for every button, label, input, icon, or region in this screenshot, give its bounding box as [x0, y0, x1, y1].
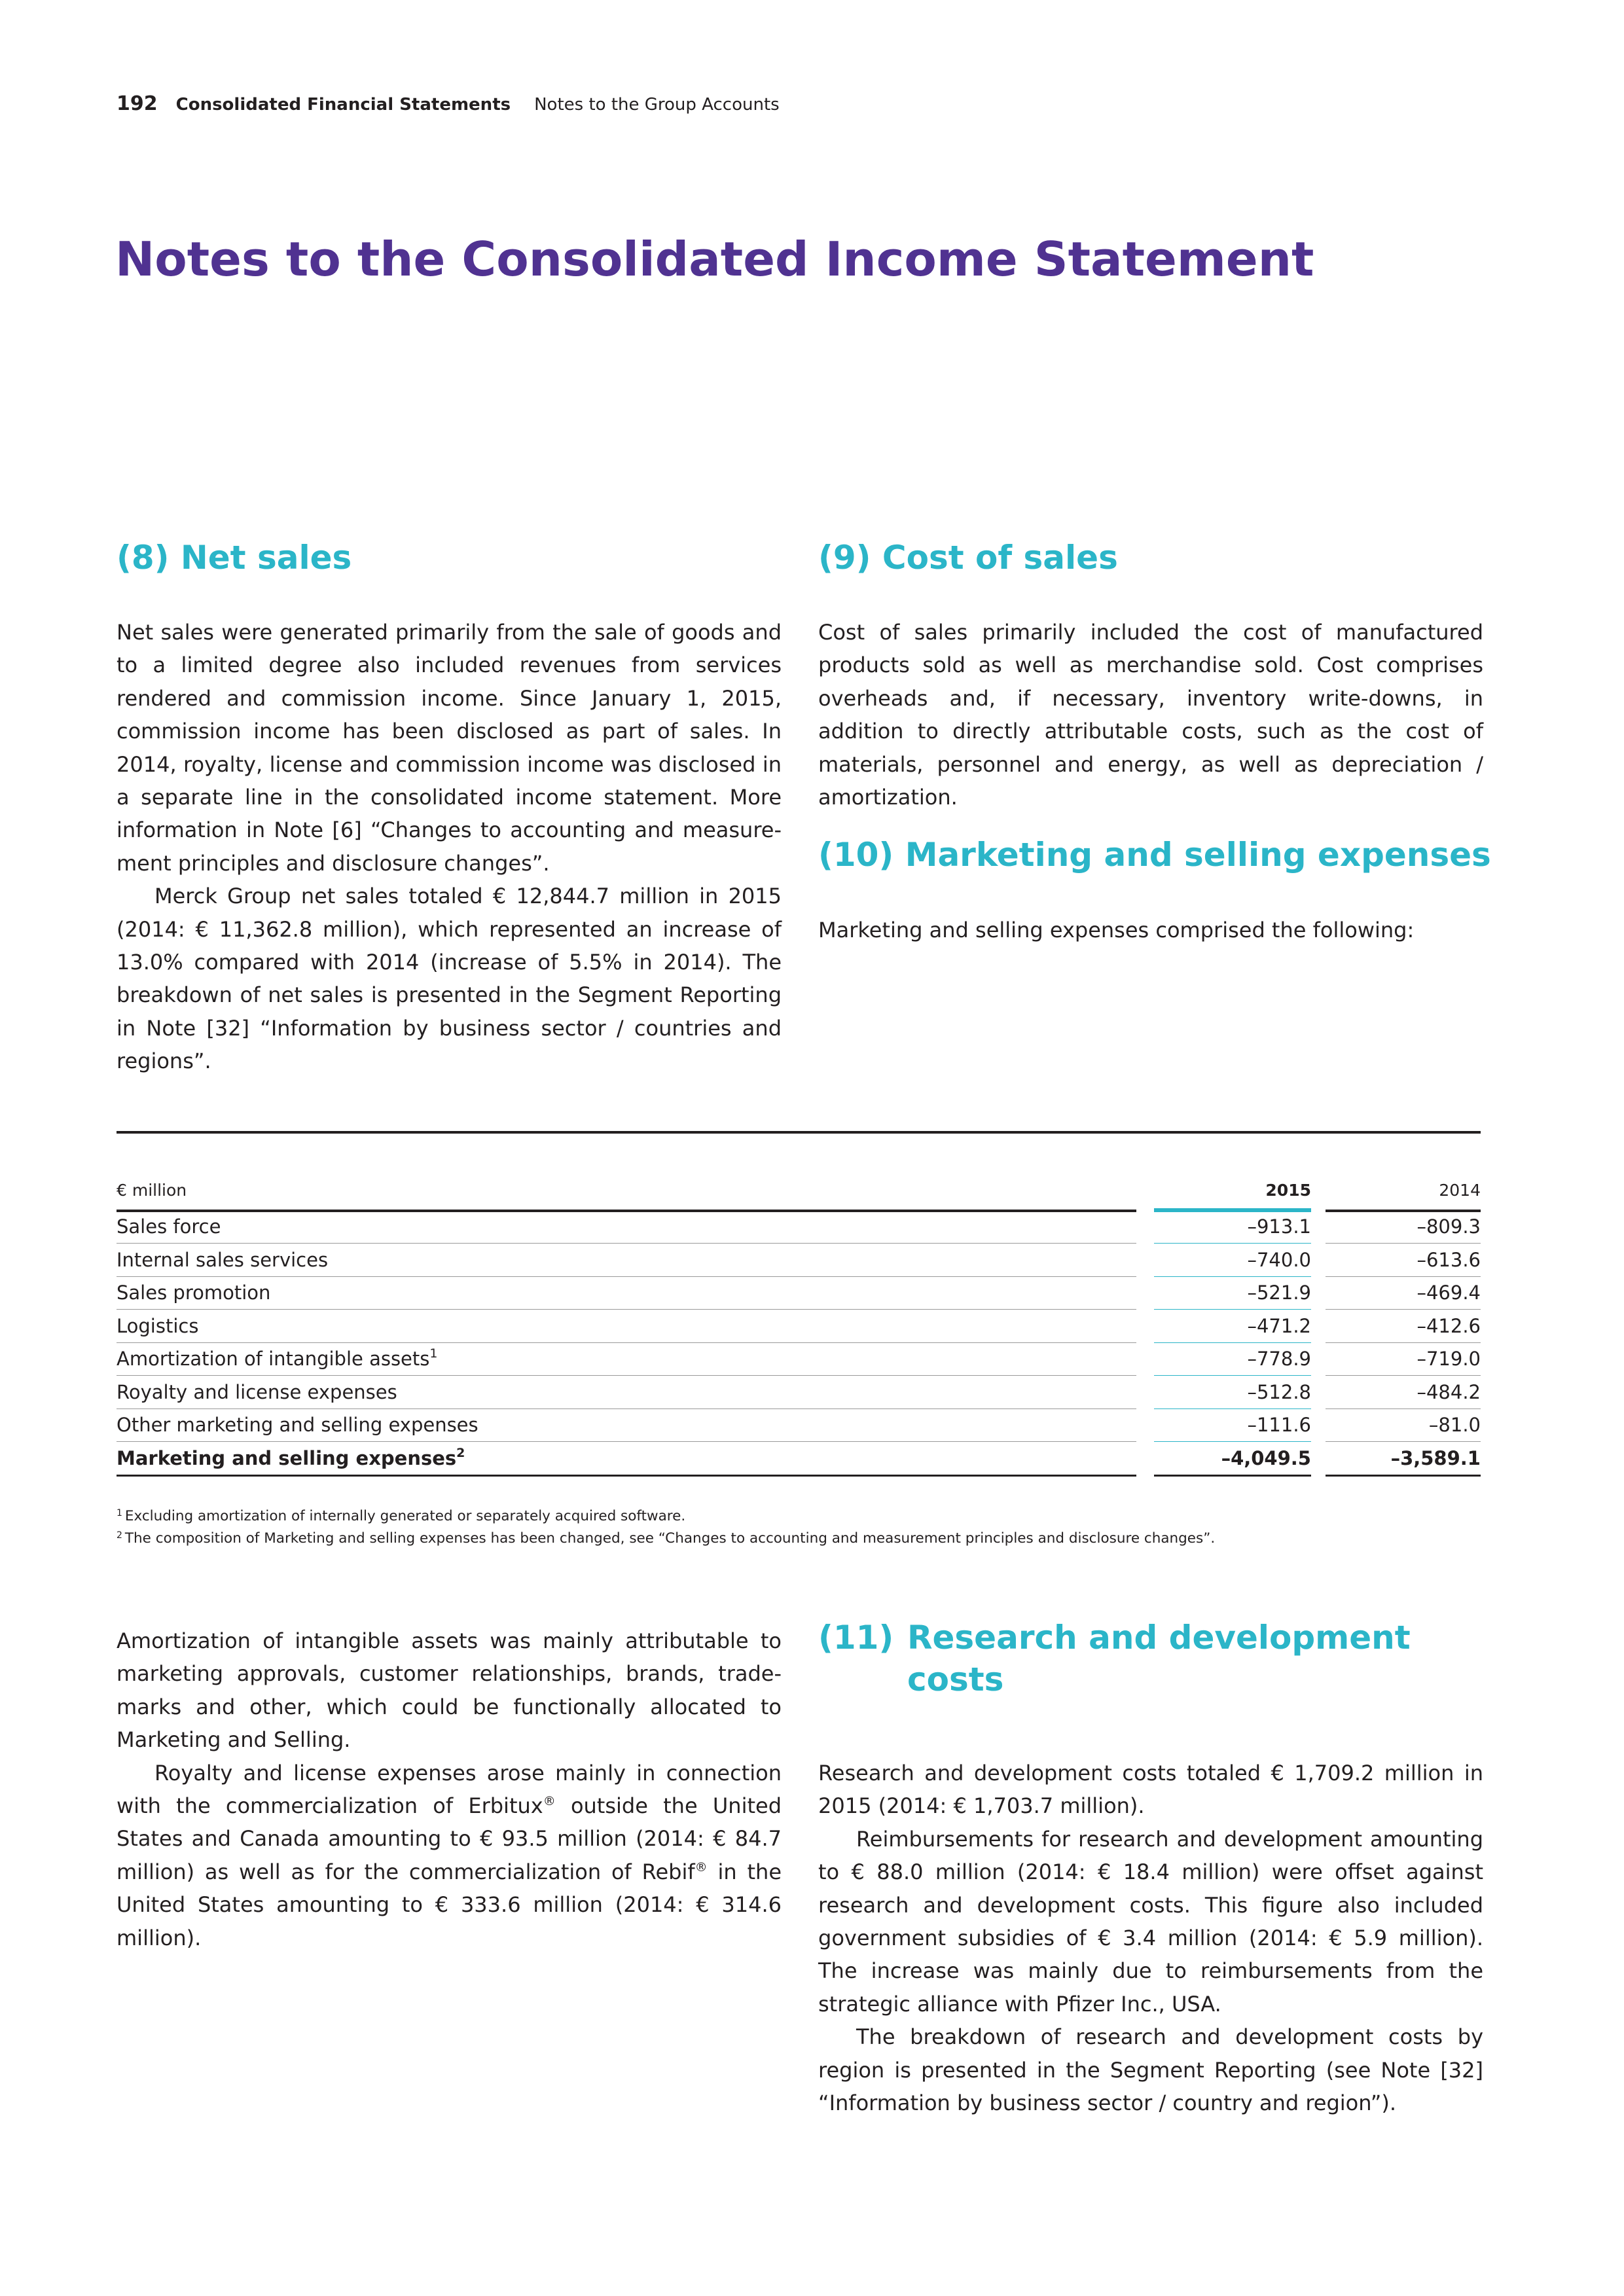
table-row — [117, 1310, 1481, 1344]
rnd-text — [818, 1757, 1483, 2119]
footnote-mark: 2 — [117, 1530, 122, 1541]
table-header-2014: 2014 — [1326, 1178, 1481, 1212]
rnd-heading — [818, 1617, 1411, 1700]
row-value-2014: –719.0 — [1326, 1343, 1481, 1376]
marketing-expenses-table — [117, 1178, 1481, 1475]
table-row — [117, 1244, 1481, 1278]
rnd-heading-number: (11) — [818, 1619, 894, 1657]
footnote-marker: 1 — [429, 1346, 438, 1361]
registered-mark: ® — [543, 1794, 556, 1809]
row-value-2014: –81.0 — [1326, 1409, 1481, 1442]
amortization-text — [117, 1624, 782, 1954]
net-sales-heading: (8) Net sales — [117, 539, 352, 577]
row-label: Sales force — [117, 1211, 1136, 1244]
total-value-2014: –3,589.1 — [1326, 1443, 1481, 1477]
rnd-heading-line1: Research and development — [907, 1619, 1411, 1657]
rnd-paragraph-1: Research and development costs totaled € 1,709.2 million in 2015 (2014: € 1,703.7 million). — [818, 1761, 1483, 1819]
row-label-with-footnote — [117, 1343, 1136, 1376]
row-label: Other marketing and selling expenses — [117, 1409, 1136, 1442]
cost-of-sales-text — [818, 616, 1483, 814]
row-value-2014: –484.2 — [1326, 1376, 1481, 1409]
row-value-2015: –913.1 — [1154, 1211, 1311, 1244]
royalty-text-part: Royalty and license expenses arose mainly in connection with the commercialization of Erbitux — [117, 1760, 782, 1819]
row-value-2015: –471.2 — [1154, 1310, 1311, 1343]
table-footnotes — [117, 1505, 1215, 1550]
row-value-2015: –778.9 — [1154, 1343, 1311, 1376]
row-value-2015: –740.0 — [1154, 1244, 1311, 1277]
table-row — [117, 1211, 1481, 1244]
row-label: Amortization of intangible assets — [117, 1348, 430, 1370]
table-row — [117, 1343, 1481, 1376]
rnd-paragraph-2: Reimbursements for research and development amounting to € 88.0 million (2014: € 18.4 million) were offset against research and development costs. This figure also included government subsidies of € 3.4 million (2014: € 5.9 million). The increase was mainly due to reimbursements from the strategic alliance with Pfizer Inc., USA. — [818, 1826, 1483, 2017]
table-total-row — [117, 1443, 1481, 1476]
net-sales-text — [117, 616, 782, 1078]
table-header-2015: 2015 — [1154, 1178, 1311, 1212]
total-label-with-footnote — [117, 1443, 1136, 1477]
header-subsection: Notes to the Group Accounts — [534, 95, 780, 115]
table-top-rule — [117, 1131, 1481, 1134]
footnote-text: Excluding amortization of internally generated or separately acquired software. — [124, 1508, 686, 1524]
row-value-2015: –512.8 — [1154, 1376, 1311, 1409]
row-value-2015: –521.9 — [1154, 1277, 1311, 1310]
row-label: Logistics — [117, 1310, 1136, 1343]
royalty-paragraph — [117, 1757, 782, 1954]
net-sales-paragraph-2: Merck Group net sales totaled € 12,844.7 million in 2015 (2014: € 11,362.8 million), which represented an increase of 13.0% compared with 2014 (increase of 5.5% in 2014). The breakdown of net sales is presented in the Segment Reporting in Note [32] “Information by business sector / countries and regions”. — [117, 884, 782, 1074]
page-title: Notes to the Consolidated Income Statement — [115, 232, 1314, 287]
page-number: 192 — [117, 92, 158, 115]
amortization-paragraph: Amortization of intangible assets was mainly attributable to marketing approvals, customer relationships, brands, trade-marks and other, which could be functionally allocated to Marketing and Selling. — [117, 1628, 782, 1753]
table-header-row — [117, 1178, 1481, 1211]
cost-of-sales-heading: (9) Cost of sales — [818, 539, 1118, 577]
rnd-heading-line2: costs — [907, 1660, 1004, 1698]
registered-mark: ® — [695, 1859, 708, 1874]
footnote-text: The composition of Marketing and selling expenses has been changed, see “Changes to accounting and measurement principles and disclosure changes”. — [124, 1530, 1216, 1547]
footnote-mark: 1 — [117, 1508, 122, 1518]
header-section: Consolidated Financial Statements — [175, 95, 511, 115]
footnote-marker: 2 — [456, 1445, 465, 1460]
royalty-text-part: in the United States amounting to € 333.6 million (2014: € 314.6 million). — [117, 1859, 782, 1950]
table-row — [117, 1376, 1481, 1410]
marketing-intro: Marketing and selling expenses comprised the following: — [818, 918, 1415, 942]
row-value-2014: –412.6 — [1326, 1310, 1481, 1343]
table-row — [117, 1409, 1481, 1443]
marketing-intro-text — [818, 914, 1483, 946]
table-row — [117, 1277, 1481, 1310]
marketing-heading: (10) Marketing and selling expenses — [818, 836, 1491, 874]
rnd-paragraph-3: The breakdown of research and development costs by region is presented in the Segment Reporting (see Note [32] “Information by business sector / country and region”). — [818, 2024, 1483, 2116]
row-value-2014: –613.6 — [1326, 1244, 1481, 1277]
row-label: Royalty and license expenses — [117, 1376, 1136, 1409]
footnote — [117, 1528, 1215, 1550]
running-header — [117, 93, 780, 116]
row-value-2015: –111.6 — [1154, 1409, 1311, 1442]
row-value-2014: –469.4 — [1326, 1277, 1481, 1310]
table-unit-header: € million — [117, 1178, 1136, 1212]
royalty-text-part: outside the United States and Canada amounting to € 93.5 million (2014: € 84.7 million) as well as for the commercialization of Rebif — [117, 1793, 782, 1884]
total-value-2015: –4,049.5 — [1154, 1443, 1311, 1477]
net-sales-paragraph-1: Net sales were generated primarily from the sale of goods and to a limited degree also included revenues from services rendered and commission income. Since January 1, 2015, commission income has been disclosed as part of sales. In 2014, royalty, license and commission income was disclosed in a separate line in the consolidated income statement. More information in Note [6] “Changes to accounting and measure-ment principles and disclosure changes”. — [117, 620, 782, 876]
row-label: Sales promotion — [117, 1277, 1136, 1310]
cost-of-sales-paragraph: Cost of sales primarily included the cost of manufactured products sold as well as merchandise sold. Cost comprises overheads and, if necessary, inventory write-downs, in addition to directly attributable costs, such as the cost of materials, personnel and energy, as well as depreciation / amortization. — [818, 620, 1483, 810]
footnote — [117, 1505, 1215, 1528]
total-label: Marketing and selling expenses — [117, 1446, 457, 1469]
row-value-2014: –809.3 — [1326, 1211, 1481, 1244]
row-label: Internal sales services — [117, 1244, 1136, 1277]
